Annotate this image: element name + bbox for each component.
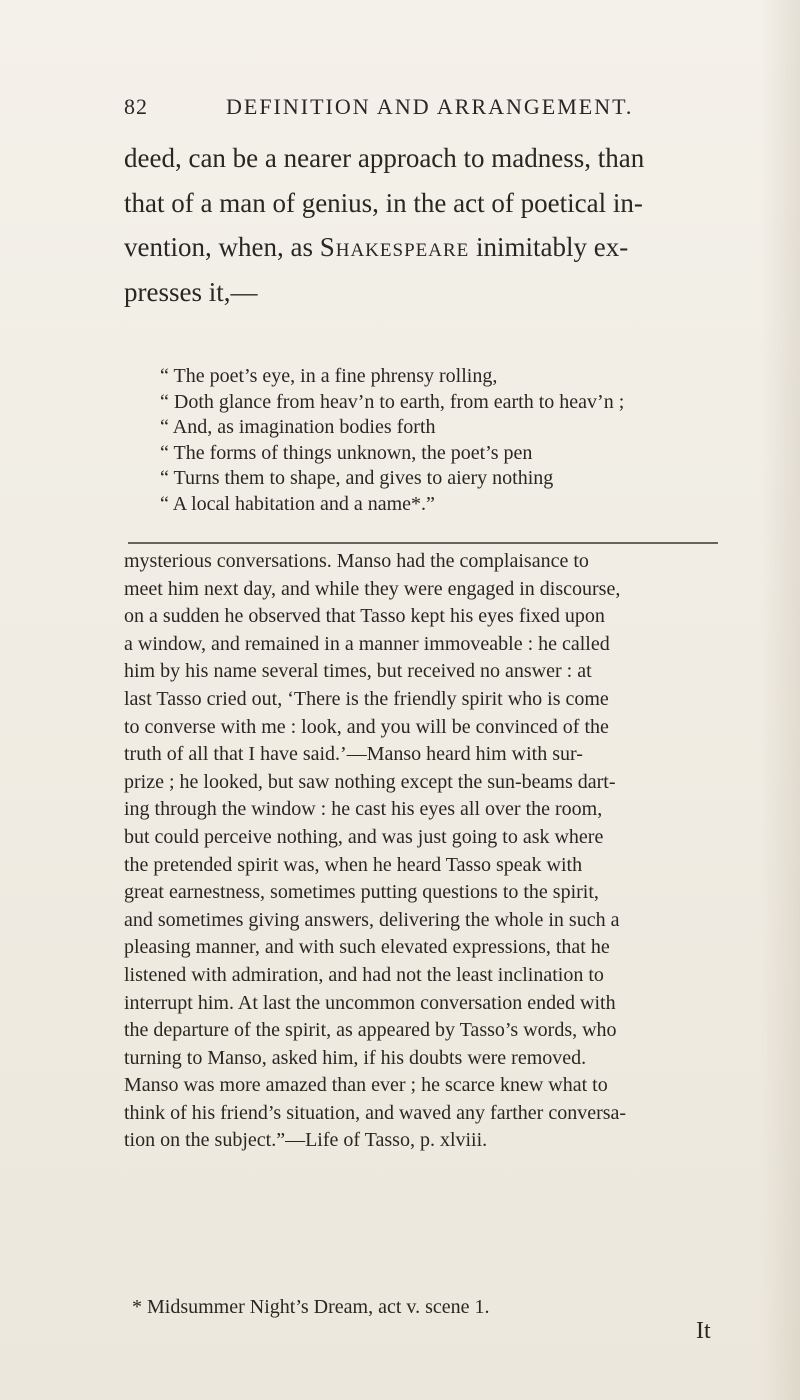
footnote-line: to converse with me : look, and you will be convinced of the (124, 715, 609, 738)
footnote-line: turning to Manso, asked him, if his doubts were removed. (124, 1046, 587, 1069)
lead-paragraph (124, 136, 714, 314)
verse-line: “ The forms of things unknown, the poet’s pen (160, 441, 533, 464)
footnote-line: a window, and remained in a manner immoveable : he called (124, 632, 610, 655)
footnote-reference: * Midsummer Night’s Dream, act v. scene 1. (132, 1296, 490, 1318)
footnote-line: truth of all that I have said.’—Manso heard him with sur- (124, 743, 583, 766)
verse-line: “ Turns them to shape, and gives to aiery nothing (160, 467, 554, 489)
footnote-line: great earnestness, sometimes putting questions to the spirit, (124, 881, 599, 904)
footnote-line: but could perceive nothing, and was just going to ask where (124, 825, 604, 848)
running-head (124, 88, 684, 128)
footnote-line: Manso was more amazed than ever ; he scarce knew what to (124, 1074, 608, 1097)
footnote-line: pleasing manner, and with such elevated expressions, that he (124, 936, 610, 959)
footnote-line: last Tasso cried out, ‘There is the friendly spirit who is come (124, 687, 609, 710)
footnote-line: him by his name several times, but received no answer : at (124, 660, 592, 683)
footnote-line: meet him next day, and while they were engaged in discourse, (124, 577, 621, 600)
lead-line: deed, can be a nearer approach to madness, than (124, 143, 645, 173)
footnote-line: and sometimes giving answers, delivering the whole in such a (124, 908, 620, 931)
catchword: It (696, 1318, 711, 1344)
header-title: DEFINITION AND ARRANGEMENT. (226, 94, 634, 119)
author-name: Shakespeare (319, 232, 470, 262)
verse-quotation (160, 364, 720, 517)
verse-line: “ The poet’s eye, in a fine phrensy rolling, (160, 365, 498, 387)
verse-line: “ Doth glance from heav’n to earth, from earth to heav’n ; (160, 390, 625, 413)
footnote-line: on a sudden he observed that Tasso kept his eyes fixed upon (124, 605, 605, 628)
footnote-line: interrupt him. At last the uncommon conversation ended with (124, 991, 616, 1014)
footnote-line: the departure of the spirit, as appeared by Tasso’s words, who (124, 1019, 617, 1042)
verse-line: “ A local habitation and a name*.” (160, 492, 435, 515)
footnote-line: think of his friend’s situation, and waved any farther conversa- (124, 1101, 627, 1124)
footnote-line: mysterious conversations. Manso had the complaisance to (124, 550, 589, 572)
footnote-line: ing through the window : he cast his eyes all over the room, (124, 798, 603, 821)
lead-text: inimitably ex- (469, 232, 629, 262)
verse-line: “ And, as imagination bodies forth (160, 416, 436, 438)
footnote-line: prize ; he looked, but saw nothing except the sun-beams dart- (124, 770, 616, 793)
page-number: 82 (124, 94, 148, 119)
footnote-body (124, 548, 724, 1155)
footnote-rule (128, 542, 718, 544)
lead-line: presses it,— (124, 276, 258, 307)
lead-line (124, 225, 714, 270)
lead-line: that of a man of genius, in the act of poetical in- (124, 187, 643, 218)
footnote-line: listened with admiration, and had not the least inclination to (124, 963, 604, 986)
lead-text: vention, when, as (124, 232, 320, 262)
footnote-line: the pretended spirit was, when he heard Tasso speak with (124, 853, 583, 876)
footnote-line: tion on the subject.”—Life of Tasso, p. xlviii. (124, 1129, 488, 1152)
